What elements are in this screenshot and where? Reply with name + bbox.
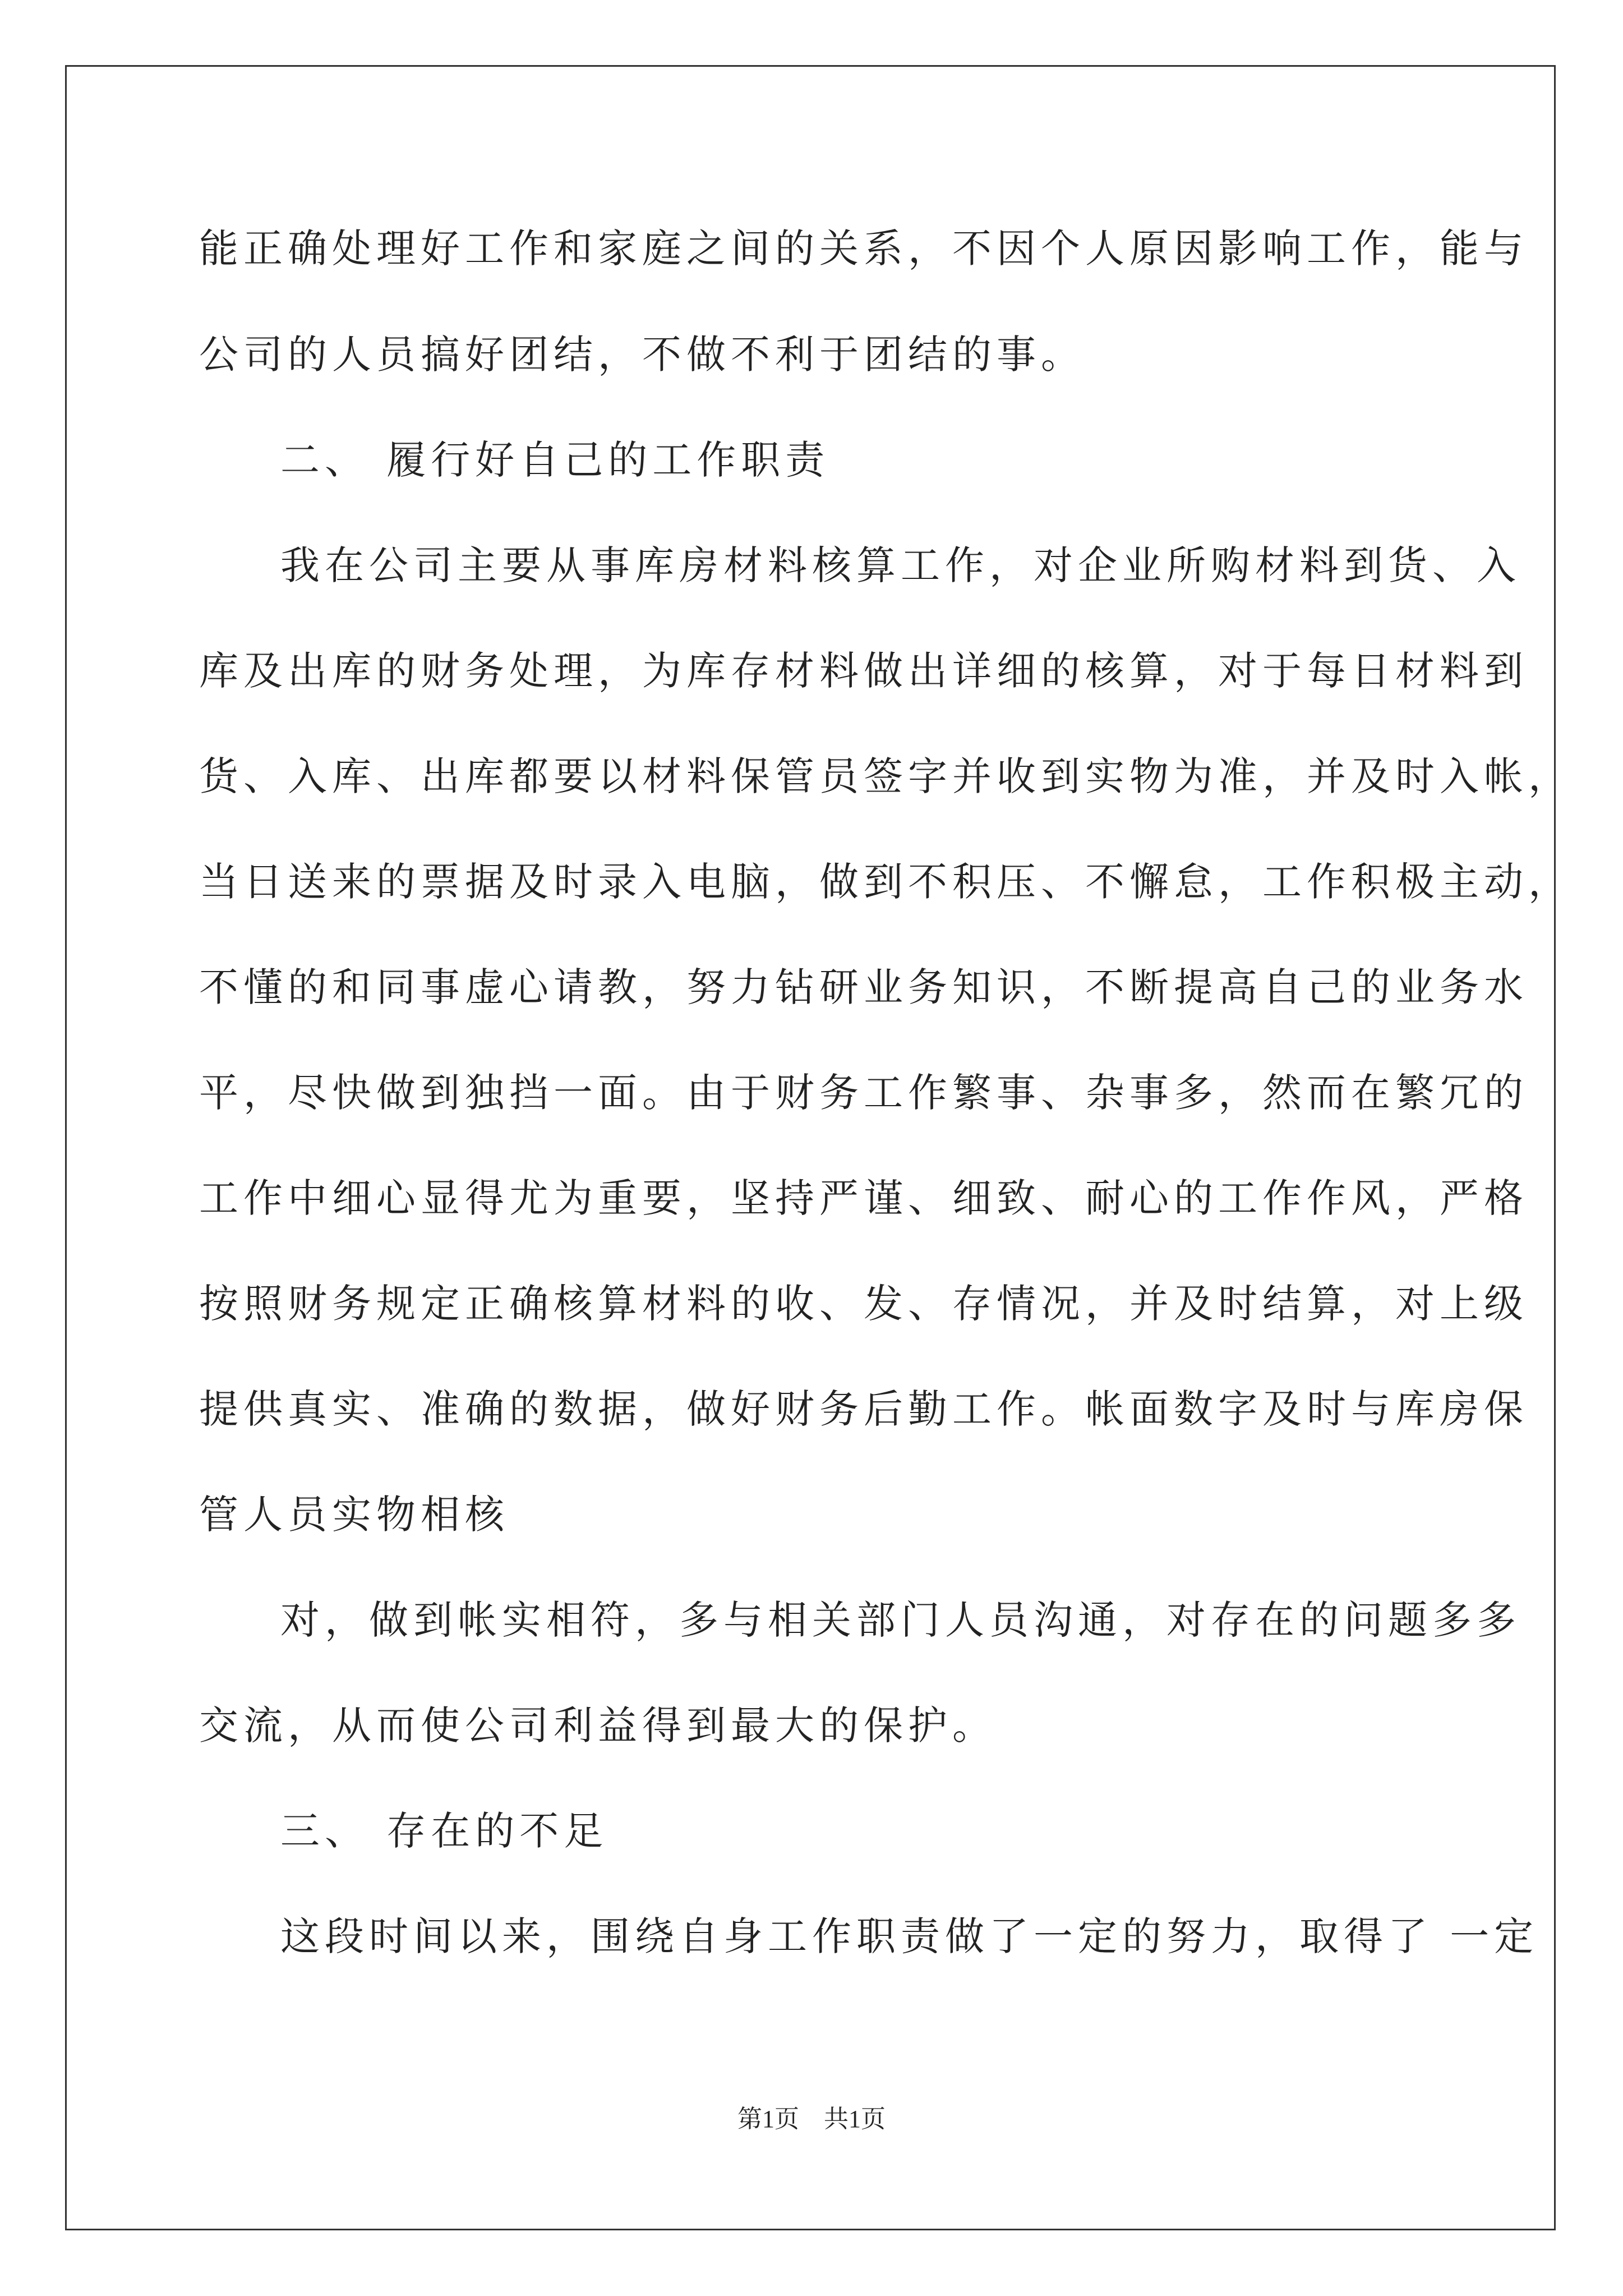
section-heading-3: 三、 存在的不足 [280, 1808, 608, 1854]
text-line: 提供真实、准确的数据，做好财务后勤工作。帐面数字及时与库房保 [199, 1386, 1528, 1432]
text-line: 这段时间以来，围绕自身工作职责做了一定的努力，取得了 一定 [280, 1913, 1539, 1959]
text-line: 库及出库的财务处理，为库存材料做出详细的核算，对于每日材料到 [199, 648, 1528, 694]
text-line: 对，做到帐实相符，多与相关部门人员沟通，对存在的问题多多 [280, 1597, 1521, 1643]
text-line: 当日送来的票据及时录入电脑，做到不积压、不懈怠，工作积极主动， [199, 859, 1573, 905]
text-line: 我在公司主要从事库房材料核算工作，对企业所购材料到货、入 [280, 542, 1521, 588]
text-line: 交流，从而使公司利益得到最大的保护。 [199, 1703, 997, 1749]
text-line: 不懂的和同事虚心请教，努力钻研业务知识，不断提高自己的业务水 [199, 964, 1528, 1010]
text-line: 货、入库、出库都要以材料保管员签字并收到实物为准，并及时入帐， [199, 753, 1573, 799]
text-line: 工作中细心显得尤为重要，坚持严谨、细致、耐心的工作作风，严格 [199, 1175, 1528, 1221]
text-line: 管人员实物相核 [199, 1492, 509, 1538]
text-line: 公司的人员搞好团结，不做不利于团结的事。 [199, 332, 1085, 378]
page-footer: 第1页 共1页 [737, 2105, 886, 2133]
text-line: 平，尽快做到独挡一面。由于财务工作繁事、杂事多，然而在繁冗的 [199, 1070, 1528, 1116]
text-line: 按照财务规定正确核算材料的收、发、存情况，并及时结算，对上级 [199, 1281, 1528, 1327]
page-border [65, 65, 1573, 2230]
text-line: 能正确处理好工作和家庭之间的关系，不因个人原因影响工作，能与 [199, 226, 1528, 272]
section-heading-2: 二、 履行好自己的工作职责 [280, 437, 830, 483]
